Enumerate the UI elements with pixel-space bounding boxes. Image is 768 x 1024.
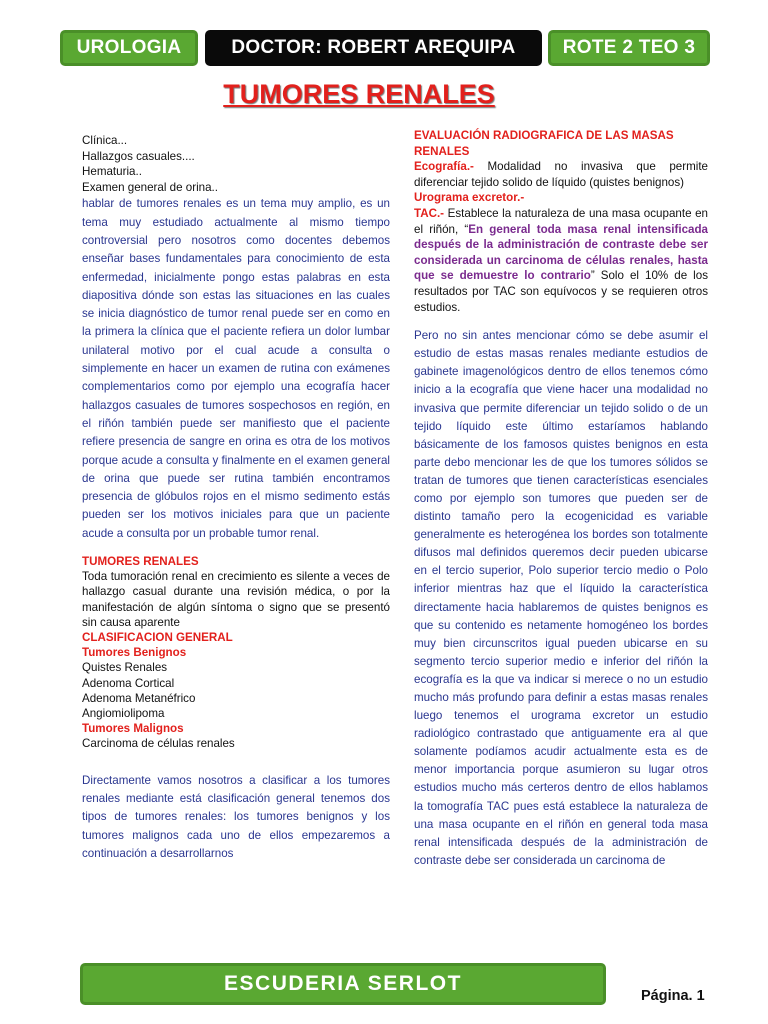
benign-item: Adenoma Metanéfrico [82, 691, 196, 705]
tac-text-end: ” Solo el 10% de los resultados por TAC son equívocos y se requieren otros estudios. [414, 269, 708, 314]
malignant-item: Carcinoma de células renales [82, 737, 235, 751]
tac-emphasis: En general toda masa renal intensificada después de la administración de contraste debe ser considerada un carcinoma de células renales, hasta que se demuestre lo contrario [414, 222, 709, 283]
intro-list-item: Clínica... [82, 134, 128, 147]
page-number: Página. 1 [641, 988, 705, 1004]
intro-list [82, 133, 390, 195]
page-title: TUMORES RENALES [223, 79, 495, 109]
closing-paragraph: Directamente vamos nosotros a clasificar a los tumores renales mediante está clasificación general tenemos dos tipos de tumores renales: los tumores benignos y los tumores malignos cada uno de ellos empezaremos a continuación a desarrollarnos [82, 773, 390, 861]
section-heading: TUMORES RENALES [82, 555, 199, 569]
malignant-heading: Tumores Malignos [82, 722, 184, 736]
right-column [414, 128, 708, 870]
intro-paragraph: hablar de tumores renales es un tema muy amplio, es un tema muy estudiado actualmente al mismo tiempo controversial pero nosotros como docentes debemos enseñar bases fundamentales para conocimiento de esta enfermedad, inicialmente pongo estas palabras en esta diapositiva dónde son estas las situaciones en las cuales se inicia diagnóstico de tumor renal puede ser en como en la primera la clínica que el paciente refiera un dolor lumbar unilateral motivo por el cual acude a consulta o simplemente en hacer un examen de rutina con exámenes complementarios como por ejemplo una ecografía hacer hallazgos casuales de tumores sospechosos en región, en el riñón también puede ser manifiesto que el paciente refiere presencia de sangre en orina es otra de los motivos porque acude a consulta y finalmente en el examen general de orina que puede ser rutina también encontramos presencia de glóbulos rojos en el mismo sedimento estás pueden ser los motivos iniciales para que un paciente acude a consulta por un probable tumor renal. [82, 197, 390, 540]
tac-paragraph [414, 206, 708, 315]
tac-text: Establece la naturaleza de una masa ocupante en el riñón, “ [414, 206, 708, 236]
intro-list-item: Examen general de orina.. [82, 180, 218, 194]
header-rotation-badge: ROTE 2 TEO 3 [548, 30, 710, 66]
ecografia-paragraph [414, 159, 708, 190]
benign-item: Angiomiolipoma [82, 707, 165, 721]
header-doctor-badge: DOCTOR: ROBERT AREQUIPA [205, 30, 542, 66]
left-column [82, 133, 390, 864]
imaging-paragraph: Pero no sin antes mencionar cómo se debe asumir el estudio de estas masas renales mediante estudios de gabinete imagenológicos dentro de ellos tenemos cómo inicio a la ecografía que viene hacer una modalidad no invasiva que permite diferenciar un tejido solido o de un tejido líquido este último estaríamos hablando básicamente de los famosos quistes benignos en esta parte debo mencionar les de que los tumores sólidos se tratan de tumores que tienen características esenciales como por ejemplo son tumores que pueden ser de distinto tamaño pero la ecogenicidad es variable generalmente es heterogénea los bordes son totalmente difusos mal definidos queremos decir pueden ubicarse en el tercio superior, Polo superior tercio medio o Polo inferior mientras haz que el líquido la característica directamente hacia hablaremos de quistes benignos es que su contenido es netamente homogéneo los bordes muy bien circunscritos igual pueden ubicarse en su segmento tercio superior medio e inferior del riñón la ecografía es la que va indicar si merece o no un estudio mucho más profundo para definir a estas masas renales luego tenemos el urograma excretor un estudio radiológico contrastado que antiguamente era al que solamente podíamos acudir actualmente esta es de menor importancia porque asumieron su lugar otros estudios mucho más certeros dentro de ellos hablamos la tomografía TAC pues está establece la naturaleza de una masa ocupante en el riñón en general toda masa renal intensificada después de la administración de contraste debe ser considerada un carcinoma de [414, 329, 708, 867]
classification-section [82, 554, 390, 752]
benign-item: Quistes Renales [82, 661, 168, 675]
ecografia-text: Modalidad no invasiva que permite diferenciar tejido solido de líquido (quistes benignos) [414, 160, 708, 189]
section-paragraph: Toda tumoración renal en crecimiento es silente a veces de hallazgo casual durante una revisión médica, o por la manifestación de algún síntoma o signo que se presentó sin causa aparente [82, 570, 390, 629]
classification-heading: CLASIFICACION GENERAL [82, 631, 233, 645]
tac-label: TAC.- [414, 206, 445, 220]
urograma-label: Urograma excretor.- [414, 191, 525, 205]
intro-list-item: Hematuria.. [82, 165, 142, 179]
ecografia-label: Ecografía.- [414, 160, 474, 174]
footer-banner: ESCUDERIA SERLOT [80, 963, 606, 1005]
intro-list-item: Hallazgos casuales.... [82, 149, 195, 163]
benign-item: Adenoma Cortical [82, 676, 175, 690]
evaluation-heading: EVALUACIÓN RADIOGRAFICA DE LAS MASAS RENALES [414, 129, 674, 158]
header-course-badge: UROLOGIA [60, 30, 198, 66]
benign-heading: Tumores Benignos [82, 646, 187, 660]
